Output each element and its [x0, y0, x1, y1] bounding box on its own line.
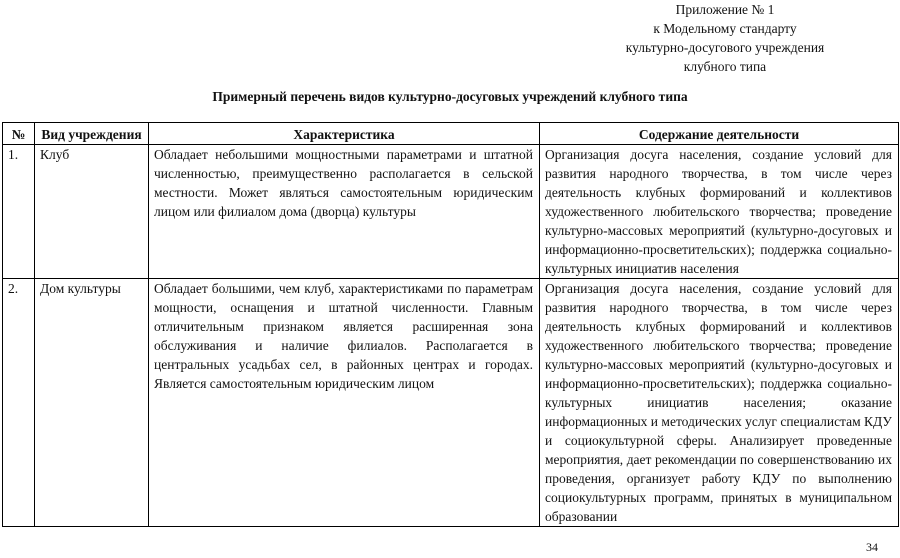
institution-activity: Организация досуга населения, создание условий для развития народного творчества, в том числе через деятельность клубных формирований и коллективов художественного любительского творчества; проведение культурно-массовых мероприятий (культурно-досуговых и информационно-просветительских); поддержка социально-культурных инициатив населения [540, 145, 899, 279]
institution-characteristic: Обладает небольшими мощностными параметрами и штатной численностью, преимущественно располагается в сельской местности. Может являться самостоятельным юридическим лицом или филиалом дома (дворца) культуры [149, 145, 540, 279]
institution-characteristic: Обладает большими, чем клуб, характеристиками по параметрам мощности, оснащения и штатной численности. Главным отличительным признаком является расширенная зона обслуживания и наличие филиалов. Располагается в центральных усадьбах сел, в районных центрах и городах. Является самостоятельным юридическим лицом [149, 279, 540, 527]
table-row [3, 279, 899, 527]
appendix-line: к Модельному стандарту [653, 21, 797, 36]
column-header-content: Содержание деятельности [540, 123, 899, 145]
row-number: 2. [3, 279, 35, 527]
column-header-type: Вид учреждения [35, 123, 149, 145]
appendix-line: культурно-досугового учреждения [625, 40, 825, 55]
appendix-line: клубного типа [683, 59, 767, 74]
institutions-table [2, 122, 899, 527]
page-number: 34 [866, 540, 878, 554]
column-header-characteristic: Характеристика [149, 123, 540, 145]
appendix-line: Приложение № 1 [675, 2, 775, 17]
institution-type: Клуб [35, 145, 149, 279]
column-header-number: № [3, 123, 35, 145]
table-row [3, 145, 899, 279]
document-title: Примерный перечень видов культурно-досуговых учреждений клубного типа [212, 89, 688, 104]
institution-activity: Организация досуга населения, создание условий для развития народного творчества, в том числе через деятельность клубных формирований и коллективов художественного любительского творчества; проведение культурно-массовых мероприятий (культурно-досуговых и информационно-просветительских); поддержка социально-культурных инициатив населения; оказание информационных и методических услуг специалистам КДУ и социокультурной сферы. Анализирует проведенные мероприятия, дает рекомендации по совершенствованию их проведения, организует работу КДУ по выполнению социокультурных программ, принятых в муниципальном образовании [540, 279, 899, 527]
institution-type: Дом культуры [35, 279, 149, 527]
appendix-header [590, 0, 860, 76]
table-header-row [3, 123, 899, 145]
row-number: 1. [3, 145, 35, 279]
